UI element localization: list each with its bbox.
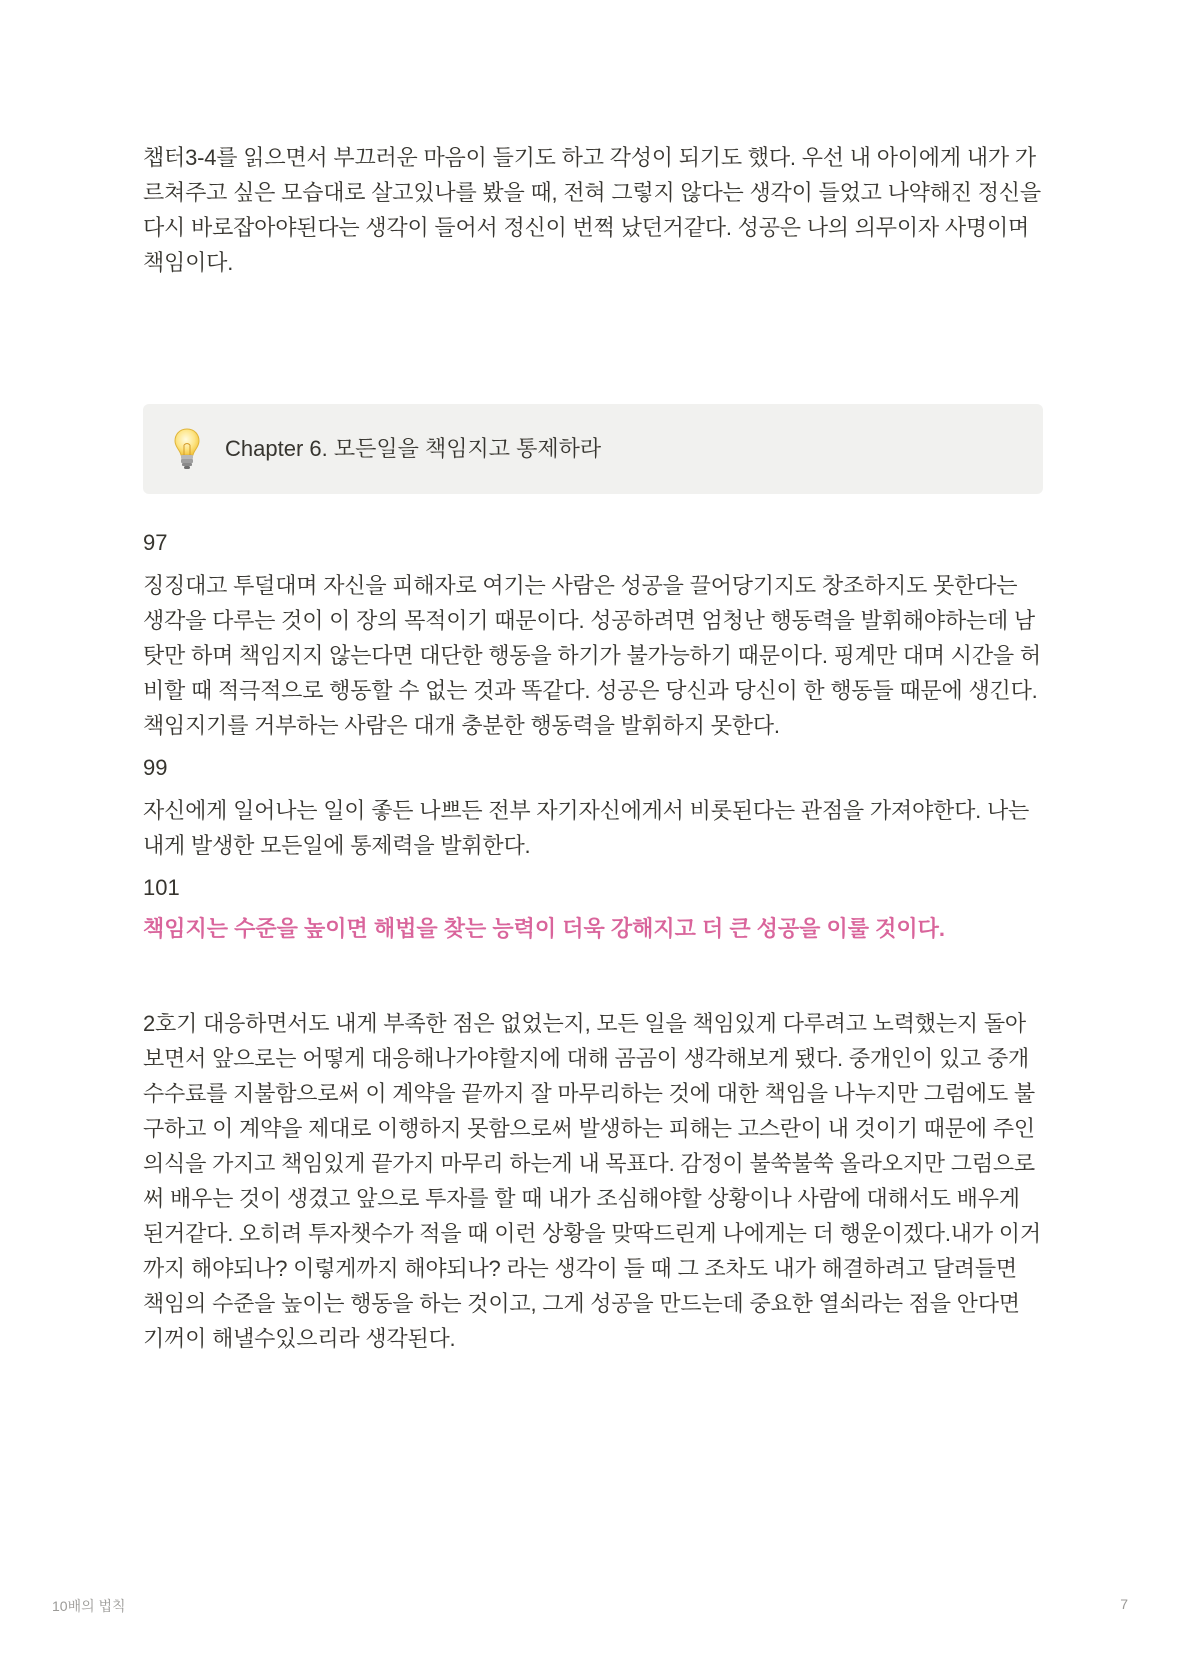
- chapter-callout: [143, 404, 1043, 494]
- intro-paragraph: 챕터3-4를 읽으면서 부끄러운 마음이 들기도 하고 각성이 되기도 했다. 우선 내 아이에게 내가 가르쳐주고 싶은 모습대로 살고있나를 봤을 때, 전혀 그렇지 않다는 생각이 들었고 나약해진 정신을 다시 바로잡아야된다는 생각이 들어서 정신이 번쩍 났던거같다. 성공은 나의 의무이자 사명이며 책임이다.: [143, 145, 1041, 275]
- reflection-paragraph: 2호기 대응하면서도 내게 부족한 점은 없었는지, 모든 일을 책임있게 다루려고 노력했는지 돌아보면서 앞으로는 어떻게 대응해나가야할지에 대해 곰곰이 생각해보게 됐다. 중개인이 있고 중개수수료를 지불함으로써 이 계약을 끝까지 잘 마무리하는 것에 대한 책임을 나누지만 그럼에도 불구하고 이 계약을 제대로 이행하지 못함으로써 발생하는 피해는 고스란이 내 것이기 때문에 주인의식을 가지고 책임있게 끝가지 마무리 하는게 내 목표다. 감정이 불쑥불쑥 올라오지만 그럼으로써 배우는 것이 생겼고 앞으로 투자를 할 때 내가 조심해야할 상황이나 사람에 대해서도 배우게 된거같다. 오히려 투자챗수가 적을 때 이런 상황을 맞딱드린게 나에게는 더 행운이겠다.내가 이거까지 해야되나? 이렇게까지 해야되나? 라는 생각이 들 때 그 조차도 내가 해결하려고 달려들면 책임의 수준을 높이는 행동을 하는 것이고, 그게 성공을 만드는데 중요한 열쇠라는 점을 안다면 기꺼이 해낼수있으리라 생각된다.: [143, 1011, 1041, 1351]
- document-body: [143, 140, 1043, 1356]
- quote-paragraph-97: 징징대고 투덜대며 자신을 피해자로 여기는 사람은 성공을 끌어당기지도 창조하지도 못한다는 생각을 다루는 것이 이 장의 목적이기 때문이다. 성공하려면 엄청난 행동력을 발휘해야하는데 남탓만 하며 책임지지 않는다면 대단한 행동을 하기가 불가능하기 때문이다. 핑계만 대며 시간을 허비할 때 적극적으로 행동할 수 없는 것과 똑같다. 성공은 당신과 당신이 한 행동들 때문에 생긴다. 책임지기를 거부하는 사람은 대개 충분한 행동력을 발휘하지 못한다.: [143, 573, 1041, 738]
- footer-book-title: 10배의 법칙: [52, 1598, 126, 1614]
- chapter-title: Chapter 6. 모든일을 책임지고 통제하라: [225, 436, 602, 461]
- page-reference-97: 97: [143, 530, 168, 555]
- quote-paragraph-99: 자신에게 일어나는 일이 좋든 나쁘든 전부 자기자신에게서 비롯된다는 관점을 가져야한다. 나는 내게 발생한 모든일에 통제력을 발휘한다.: [143, 798, 1030, 858]
- lightbulb-icon: [169, 426, 205, 472]
- page-reference-101: 101: [143, 875, 180, 900]
- highlighted-quote-101: 책임지는 수준을 높이면 해법을 찾는 능력이 더욱 강해지고 더 큰 성공을 이룰 것이다.: [143, 916, 946, 941]
- page-reference-99: 99: [143, 755, 168, 780]
- footer-page-number: 7: [1120, 1596, 1128, 1612]
